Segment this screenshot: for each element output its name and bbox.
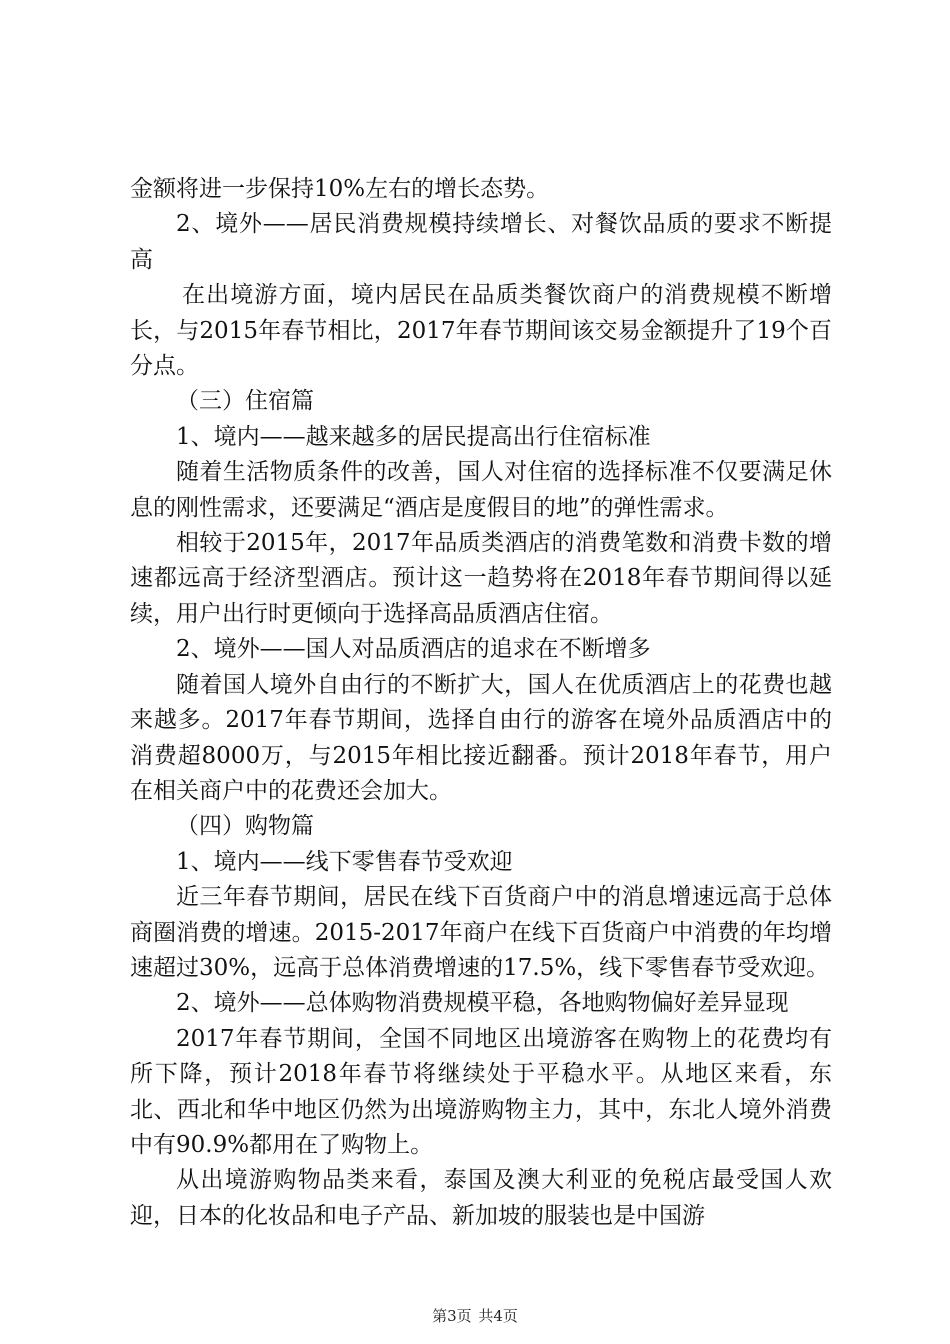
paragraph-overseas-hotels: 随着国人境外自由行的不断扩大，国人在优质酒店上的花费也越来越多。2017年春节期间，选择自由行的游客在境外品质酒店中的消费超8000万，与2015年相比接近翻番。预计2018年春节，用户在相关商户中的花费还会加大。 [130, 671, 832, 804]
paragraph-domestic-retail: 近三年春节期间，居民在线下百货商户中的消息增速远高于总体商圈消费的增速。2015-2017年商户在线下百货商户中消费的年均增速超过30%，远高于总体消费增速的17.5%，线下零售春节受欢迎。 [130, 884, 832, 981]
paragraph-overseas-shopping: 2017年春节期间，全国不同地区出境游客在购物上的花费均有所下降，预计2018年春节将继续处于平稳水平。从地区来看，东北、西北和华中地区仍然为出境游购物主力，其中，东北人境外消费中有90.9%都用在了购物上。 [130, 1025, 832, 1158]
subheading-domestic-accommodation: 1、境内——越来越多的居民提高出行住宿标准 [176, 423, 651, 450]
subheading-overseas-hotels: 2、境外——国人对品质酒店的追求在不断增多 [176, 636, 651, 663]
document-body [130, 172, 832, 1234]
page-footer [0, 1306, 950, 1326]
page-total: 共4页 [478, 1307, 518, 1325]
paragraph-shopping-categories: 从出境游购物品类来看，泰国及澳大利亚的免税店最受国人欢迎，日本的化妆品和电子产品、新加坡的服装也是中国游 [130, 1167, 832, 1229]
paragraph-accommodation-standards: 随着生活物质条件的改善，国人对住宿的选择标准不仅要满足休息的刚性需求，还要满足“酒店是度假目的地”的弹性需求。 [130, 459, 832, 521]
subheading-overseas-shopping: 2、境外——总体购物消费规模平稳，各地购物偏好差异显现 [176, 990, 789, 1017]
subheading-overseas-dining: 2、境外——居民消费规模持续增长、对餐饮品质的要求不断提高 [130, 211, 832, 273]
subheading-domestic-retail: 1、境内——线下零售春节受欢迎 [176, 848, 513, 875]
section-heading-shopping: （四）购物篇 [176, 813, 314, 840]
paragraph-hotel-growth: 相较于2015年，2017年品质类酒店的消费笔数和消费卡数的增速都远高于经济型酒店。预计这一趋势将在2018年春节期间得以延续，用户出行时更倾向于选择高品质酒店住宿。 [130, 530, 832, 627]
section-heading-accommodation: （三）住宿篇 [176, 388, 314, 415]
paragraph-continuation: 金额将进一步保持10%左右的增长态势。 [130, 176, 550, 202]
paragraph-overseas-dining: 在出境游方面，境内居民在品质类餐饮商户的消费规模不断增长，与2015年春节相比，2017年春节期间该交易金额提升了19个百分点。 [130, 282, 832, 380]
page-number: 第3页 [432, 1307, 472, 1325]
